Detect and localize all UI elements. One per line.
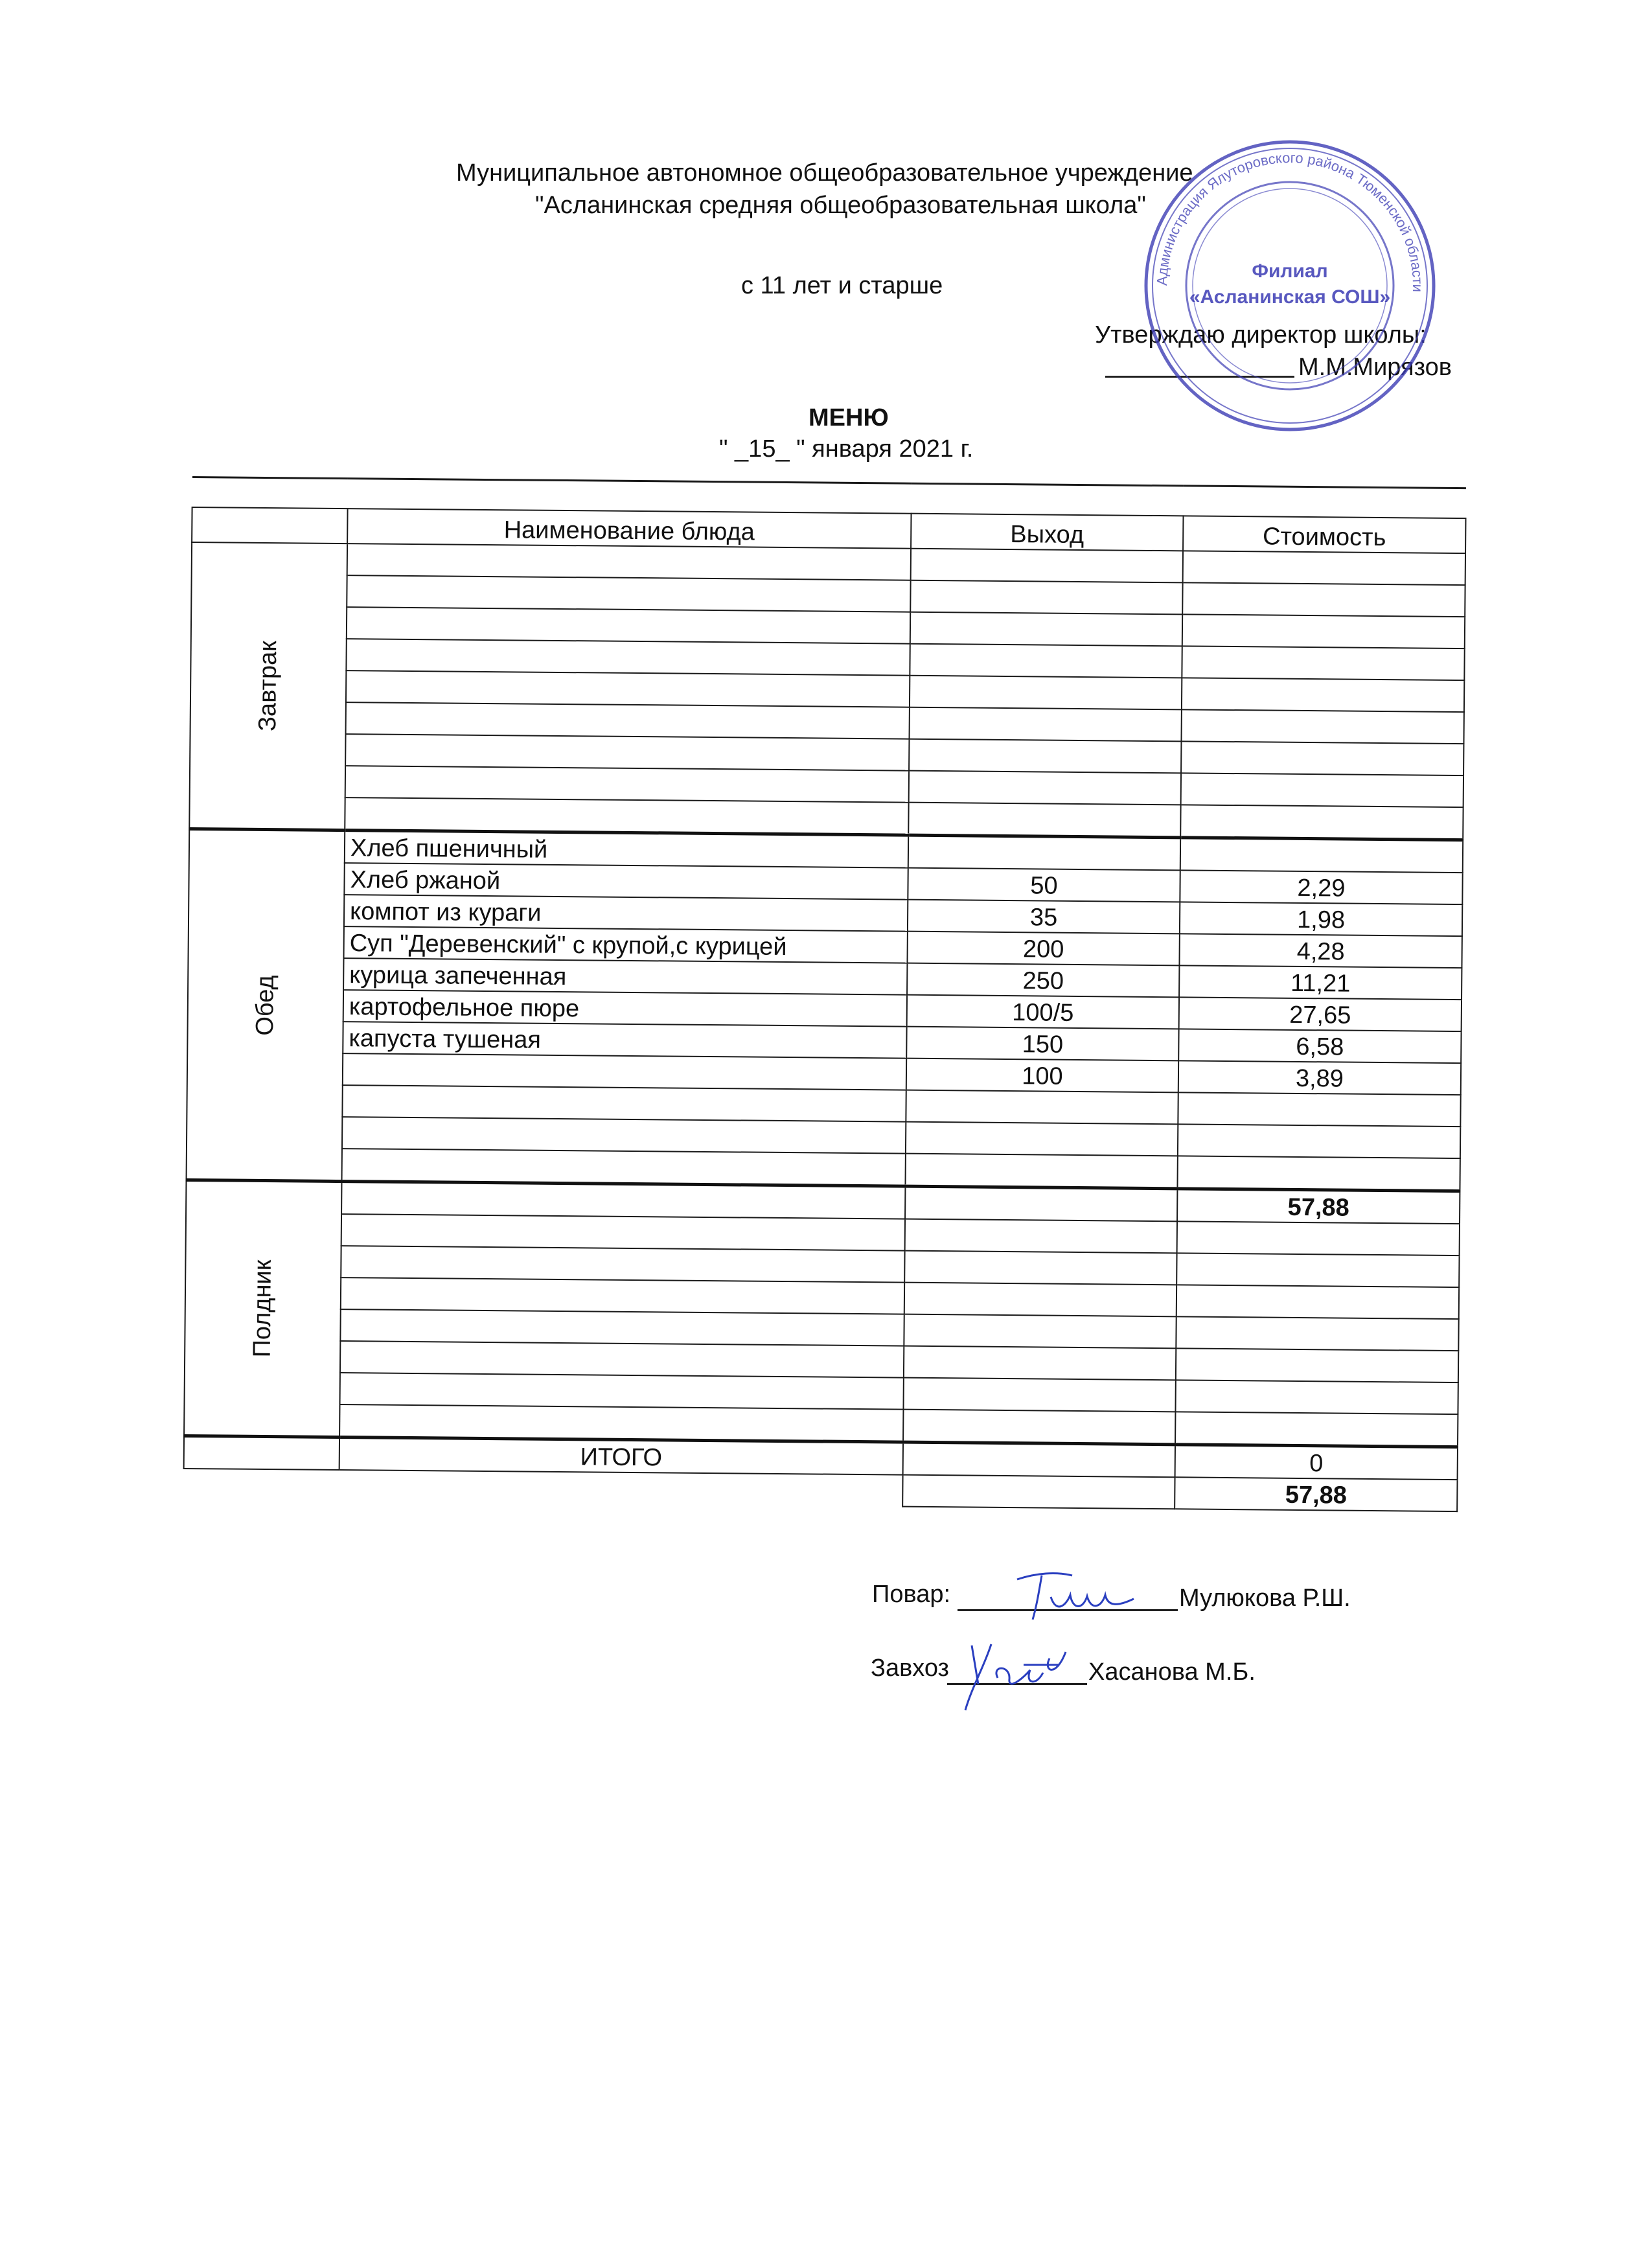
dish-cost: 4,28 [1179, 934, 1462, 968]
dish-name: Суп "Деревенский" с крупой,с курицей [344, 926, 908, 963]
dish-yield: 50 [908, 868, 1180, 902]
header-cost: Стоимость [1183, 516, 1465, 553]
dish-yield: 200 [907, 932, 1179, 966]
dish-yield: 250 [907, 963, 1179, 998]
dish-name: капуста тушеная [343, 1022, 906, 1059]
supply-manager-label: Завхоз [871, 1655, 949, 1682]
section-snack: Полдник [184, 1180, 341, 1437]
dish-yield: 100/5 [907, 995, 1179, 1029]
cook-label: Повар: [872, 1581, 951, 1608]
stamp-center-line-2: «Асланинская СОШ» [1189, 286, 1391, 308]
stamp-ring-text: Администрация Ялуторовского района Тюменской области [1153, 149, 1427, 293]
dish-cost: 27,65 [1179, 997, 1462, 1031]
dish-name [343, 1053, 906, 1090]
dish-cost: 1,98 [1180, 902, 1462, 936]
dish-cost: 3,89 [1178, 1060, 1461, 1095]
dish-name: Хлеб пшеничный [345, 830, 908, 868]
stamp-center-line-1: Филиал [1252, 260, 1328, 282]
header-yield: Выход [911, 514, 1183, 551]
dish-yield: 35 [908, 900, 1180, 934]
section-breakfast: Завтрак [189, 542, 347, 830]
dish-name: картофельное пюре [343, 990, 907, 1027]
organization-line-2: "Асланинская средняя общеобразовательная школа" [535, 192, 1146, 219]
director-name: М.М.Мирязов [1298, 354, 1452, 381]
supply-manager-name: Хасанова М.Б. [1088, 1658, 1256, 1686]
menu-table [183, 476, 1467, 1512]
header-dish-name: Наименование блюда [347, 509, 911, 549]
menu-date: " _15_ " января 2021 г. [719, 435, 974, 463]
cook-signature [1011, 1568, 1140, 1626]
section-lunch: Обед [187, 829, 345, 1181]
supply-manager-signature [952, 1639, 1082, 1717]
dish-cost: 11,21 [1179, 965, 1462, 1000]
snack-total: 0 [1175, 1445, 1458, 1480]
total-label: ИТОГО [339, 1438, 903, 1475]
school-stamp [1138, 133, 1442, 438]
dish-name: курица запеченная [343, 958, 907, 995]
dish-cost: 6,58 [1178, 1029, 1461, 1063]
grand-total: 57,88 [1175, 1477, 1457, 1511]
dish-yield: 100 [906, 1059, 1178, 1093]
header-blank [192, 507, 347, 544]
approval-text: Утверждаю директор школы: [1095, 321, 1427, 349]
cook-name: Мулюкова Р.Ш. [1179, 1585, 1351, 1612]
organization-line-1: Муниципальное автономное общеобразовательное учреждение [456, 159, 1193, 187]
document-title: МЕНЮ [809, 404, 889, 431]
dish-name: компот из кураги [344, 895, 908, 932]
dish-yield [908, 835, 1180, 870]
lunch-total: 57,88 [1177, 1189, 1460, 1224]
dish-cost [1180, 838, 1463, 873]
age-group: с 11 лет и старше [741, 272, 943, 299]
dish-yield: 150 [906, 1027, 1178, 1061]
dish-name: Хлеб ржаной [344, 863, 908, 900]
dish-cost: 2,29 [1180, 870, 1462, 904]
